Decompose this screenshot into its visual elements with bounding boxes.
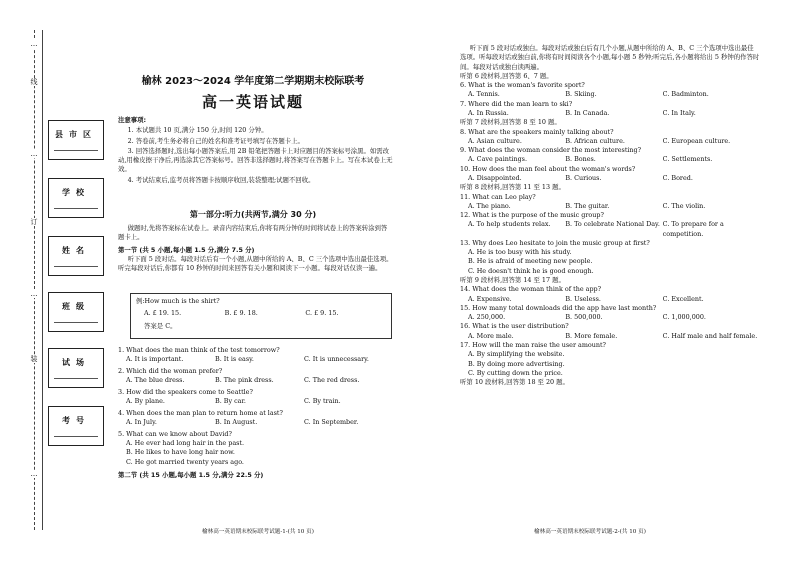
option[interactable]: C. He got married twenty years ago.	[126, 457, 244, 466]
question-8: 8. What are the speakers mainly talking about?	[460, 127, 614, 136]
strip-mark-ding: 订	[26, 218, 42, 226]
question-4: 4. When does the man plan to return home at last?	[118, 408, 283, 417]
option[interactable]: C. Bored.	[662, 173, 693, 182]
group-7-lead: 听第 7 段材料,回答第 8 至 10 题。	[460, 118, 561, 127]
part1-title: 第一部分:听力(共两节,满分 30 分)	[189, 210, 317, 219]
option[interactable]: A. He is too busy with his study.	[468, 248, 572, 257]
question-13: 13. Why does Leo hesitate to join the music group at first?	[460, 238, 650, 247]
exam-room-label: 试场	[62, 358, 90, 367]
question-9: 9. What does the woman consider the most interesting?	[460, 146, 642, 155]
question-5: 5. What can we know about David?	[118, 429, 232, 438]
group-8-lead: 听第 8 段材料,回答第 11 至 13 题。	[460, 183, 565, 192]
option[interactable]: B. Useless.	[565, 294, 601, 303]
county-label: 县市区	[55, 130, 97, 139]
school-label: 学校	[62, 188, 90, 197]
cut-line	[34, 30, 35, 530]
example-question: 例:How much is the shirt?	[136, 297, 220, 305]
option[interactable]: B. The pink dress.	[215, 375, 274, 384]
binding-line	[42, 30, 43, 530]
exam-title: 榆林 2023～2024 学年度第二学期期末校际联考	[141, 76, 365, 87]
option[interactable]: C. To prepare for a competition.	[662, 220, 724, 238]
strip-mark: …	[26, 470, 42, 478]
option[interactable]: B. 500,000.	[565, 313, 603, 322]
name-box[interactable]	[48, 236, 104, 276]
example-box	[130, 293, 392, 339]
option[interactable]: B. By car.	[215, 396, 246, 405]
group-6-lead: 听第 6 段材料,回答第 6、7 题。	[460, 71, 553, 80]
question-17: 17. How will the man raise the user amount?	[460, 341, 606, 349]
section1-intro: 听下面 5 段对话。每段对话后有一个小题,从题中所给的 A、B、C 三个选项中选出最佳选项。听完每段对话后,你都有 10 秒钟的时间来回答有关小题和阅读下一小题。每段对话仅读一遍。	[118, 254, 393, 273]
option[interactable]: A. In July.	[126, 417, 157, 426]
option[interactable]: A. To help students relax.	[468, 220, 551, 229]
section1-title: 第一节 (共 5 小题,每小题 1.5 分,满分 7.5 分)	[118, 245, 255, 254]
option[interactable]: C. In September.	[304, 417, 359, 426]
option[interactable]: C. It is unnecessary.	[304, 354, 369, 363]
class-box[interactable]	[48, 292, 104, 332]
question-6: 6. What is the woman's favorite sport?	[460, 81, 585, 90]
option[interactable]: B. To celebrate National Day.	[565, 220, 660, 229]
group-9-lead: 听第 9 段材料,回答第 14 至 17 题。	[460, 276, 565, 285]
option[interactable]: A. By simplifying the website.	[468, 350, 565, 359]
group-10-lead: 听第 10 段材料,回答第 18 至 20 题。	[460, 378, 569, 387]
part1-intro: 做题时,先将答案标在试卷上。录音内容结束后,你将有两分钟的时间将试卷上的答案转涂到答题卡上。	[118, 224, 388, 242]
option[interactable]: B. It is easy.	[215, 354, 254, 363]
strip-mark: …	[26, 40, 42, 48]
option[interactable]: A. The piano.	[468, 201, 511, 210]
question-11-options	[460, 202, 760, 211]
option[interactable]: C. 1,000,000.	[662, 313, 706, 322]
option[interactable]: A. He ever had long hair in the past.	[126, 439, 245, 448]
option[interactable]: B. African culture.	[565, 136, 625, 145]
note-item: 1. 本试题共 10 页,满分 150 分,时间 120 分钟。	[127, 126, 268, 135]
strip-mark: …	[26, 150, 42, 158]
county-box[interactable]	[48, 120, 104, 160]
option[interactable]: A. Expensive.	[468, 294, 512, 303]
right-block	[460, 44, 760, 387]
question-8-options	[460, 137, 760, 146]
exam-number-label: 考号	[62, 416, 90, 425]
binding-strip	[12, 30, 102, 530]
question-15: 15. How many total downloads did the app have last month?	[460, 303, 657, 312]
option[interactable]: C. European culture.	[662, 136, 731, 145]
option[interactable]: B. Bones.	[565, 155, 596, 164]
option[interactable]: A. The blue dress.	[126, 375, 185, 384]
footer-left: 榆林高一英语期末校际联考试题-1-(共 10 页)	[202, 529, 314, 535]
exam-number-box[interactable]	[48, 406, 104, 446]
question-16-options	[460, 332, 760, 341]
question-2: 2. Which did the woman prefer?	[118, 366, 223, 375]
strip-mark: …	[26, 290, 42, 298]
question-4-options	[118, 418, 393, 427]
question-7-options	[460, 109, 760, 118]
option[interactable]: A. More male.	[468, 331, 514, 340]
option[interactable]: C. Badminton.	[662, 90, 709, 99]
option[interactable]: A. Tennis.	[468, 90, 500, 99]
option: B. £ 9. 18.	[224, 309, 258, 318]
section2-intro: 听下面 5 段对话或独白。每段对话或独白后有几个小题,从题中所给的 A、B、C 三个选项中选出最佳选项。听每段对话或独白前,你将有时间阅读各个小题,每小题 5 秒钟;听完后,各小题将给出 5 秒钟的作答时间。每段对话或独白读两遍。	[460, 44, 760, 71]
example-options	[136, 309, 386, 318]
strip-mark-line: 线	[26, 78, 42, 86]
option[interactable]: A. In Russia.	[468, 108, 509, 117]
option[interactable]: B. In August.	[215, 417, 258, 426]
note-item: 3. 回答选择题时,选出每小题答案后,用 2B 铅笔把答题卡上对应题目的答案标号涂黑。如需改动,用橡皮擦干净后,再选涂其它答案标号。回答非选择题时,将答案写在答题卡上。写在本试卷上无效。	[118, 146, 393, 174]
part1-intro-block	[118, 224, 393, 273]
question-15-options	[460, 313, 760, 322]
exam-subtitle: 高一英语试题	[201, 93, 304, 111]
notes	[118, 116, 393, 186]
question-9-options	[460, 155, 760, 164]
question-16: 16. What is the user distribution?	[460, 322, 569, 331]
option[interactable]: A. Disappointed.	[468, 173, 522, 182]
school-box[interactable]	[48, 178, 104, 218]
question-1: 1. What does the man think of the test tomorrow?	[118, 345, 280, 354]
question-10-options	[460, 174, 760, 183]
question-6-options	[460, 90, 760, 99]
question-10: 10. How does the man feel about the woman's words?	[460, 164, 636, 173]
option[interactable]: B. By doing more advertising.	[468, 359, 565, 368]
option[interactable]: C. By cutting down the price.	[468, 368, 563, 377]
name-label: 姓名	[62, 246, 90, 255]
strip-mark-zhuang: 装	[26, 355, 42, 363]
option[interactable]: A. 250,000.	[468, 313, 506, 322]
option[interactable]: C. By train.	[304, 396, 341, 405]
note-item: 2. 答卷前,考生务必将自己的姓名和准考证号填写在答题卡上。	[127, 136, 304, 145]
question-14-options	[460, 295, 760, 304]
option[interactable]: B. He is afraid of meeting new people.	[468, 257, 593, 266]
option[interactable]: C. In Italy.	[662, 108, 696, 117]
option[interactable]: A. Cave paintings.	[468, 155, 527, 164]
questions-1-5	[118, 343, 393, 480]
example-answer: 答案是 C。	[144, 321, 177, 330]
notes-heading: 注意事项:	[118, 116, 147, 124]
question-3-options	[118, 397, 393, 406]
option[interactable]: B. In Canada.	[565, 108, 610, 117]
option[interactable]: C. The violin.	[662, 201, 706, 210]
question-12: 12. What is the purpose of the music group?	[460, 211, 604, 220]
option[interactable]: C. Excellent.	[662, 294, 704, 303]
exam-room-box[interactable]	[48, 348, 104, 388]
option[interactable]: B. Skiing.	[565, 90, 597, 99]
section2-title: 第二节 (共 15 小题,每小题 1.5 分,满分 22.5 分)	[118, 470, 264, 479]
option[interactable]: C. The red dress.	[304, 375, 360, 384]
option[interactable]: C. He doesn't think he is good enough.	[468, 266, 594, 275]
question-3: 3. How did the speakers come to Seattle?	[118, 387, 253, 396]
question-7: 7. Where did the man learn to ski?	[460, 99, 573, 108]
option[interactable]: B. He likes to have long hair now.	[126, 448, 235, 457]
footer-right: 榆林高一英语期末校际联考试题-2-(共 10 页)	[534, 529, 646, 535]
question-11: 11. What can Leo play?	[460, 192, 536, 201]
question-14: 14. What does the woman think of the app?	[460, 285, 602, 294]
question-1-options	[118, 355, 393, 364]
option[interactable]: A. Asian culture.	[468, 136, 522, 145]
option: C. £ 9. 15.	[305, 309, 339, 318]
option[interactable]: A. It is important.	[126, 354, 184, 363]
question-2-options	[118, 376, 393, 385]
option[interactable]: B. Curious.	[565, 173, 602, 182]
option[interactable]: A. By plane.	[126, 396, 165, 405]
class-label: 班级	[62, 302, 90, 311]
option[interactable]: C. Half male and half female.	[662, 331, 758, 340]
option[interactable]: C. Settlements.	[662, 155, 713, 164]
option[interactable]: B. The guitar.	[565, 201, 610, 210]
option[interactable]: B. More female.	[565, 331, 618, 340]
question-12-options	[460, 220, 760, 239]
option: A. £ 19. 15.	[144, 309, 182, 318]
note-item: 4. 考试结束后,监考员将答题卡按顺序收回,装袋整理;试题不回收。	[127, 175, 315, 184]
